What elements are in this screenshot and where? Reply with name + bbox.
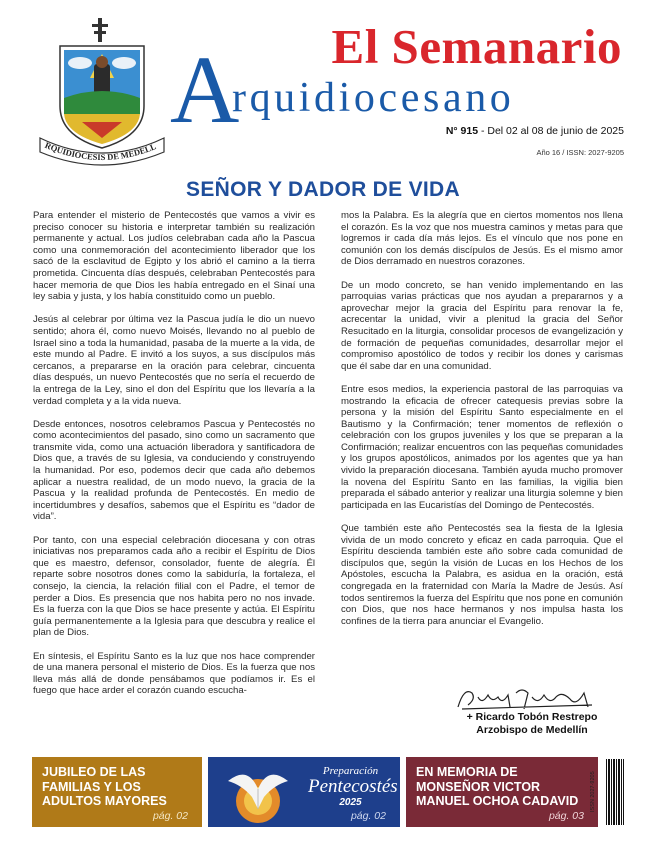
- paragraph: mos la Palabra. Es la alegría que en ciertos momentos nos llena el corazón. Es la voz que nos muestra caminos y metas para que logremos ir cada día más lejos. Es el vínculo que nos pone en comunión con los demás discípulos de Jesús. Es el mismo amor de Dios derramado en nuestros corazones.: [341, 210, 623, 268]
- paragraph: Desde entonces, nosotros celebramos Pascua y Pentecostés no como acontecimientos del pasado, sino como un sacramento que transmite vida, como una actuación liberadora y santificadora de Dios que, a través de su Iglesia, va conduciendo y construyendo la humanidad. Por eso, podemos decir que cada año debemos aplicar a nuestra realidad, de un modo nuevo, la gracia de la Pascua y la realidad profunda de Pentecostés. En medio de incertidumbres y desafíos, sabemos que el Espíritu es “dador de vida”.: [33, 418, 315, 523]
- teaser-memoria[interactable]: [406, 757, 598, 827]
- paragraph: En síntesis, el Espíritu Santo es la luz que nos hace comprender de una manera personal el misterio de Dios. Es la fuerza que nos lleva más allá de donde pensábamos que podíamos ir. Es el fuego que hace arder el corazón cuando escucha-: [33, 650, 315, 697]
- teaser-title: EN MEMORIA DE MONSEÑOR VICTOR MANUEL OCHOA CADAVID: [416, 765, 579, 808]
- pentecost-title-big: Pentecostés: [308, 776, 398, 797]
- pentecost-title: [308, 765, 398, 809]
- article-headline: SEÑOR Y DADOR DE VIDA: [186, 178, 460, 201]
- issn: Año 16 / ISSN: 2027-9205: [536, 148, 624, 157]
- article-column-1: [33, 210, 315, 697]
- teaser-page: pág. 02: [152, 810, 188, 822]
- dove-icon: [218, 761, 298, 823]
- teaser-jubileo[interactable]: [32, 757, 202, 827]
- signature-title: Arzobispo de Medellín: [476, 724, 588, 736]
- article-column-2: [341, 210, 623, 627]
- paragraph: Por tanto, con una especial celebración diocesana y con otras iniciativas nos preparamos cada año a recibir el Espíritu de Dios que es maestro, defensor, consolador, fuente de alegría. Él reparte sobre nosotros dones como la sabiduría, la fortaleza, el consejo, la ciencia, la relación filial con el Padre, el temor de perder a Dios. Es presencia que nos habita pero no nos invade. Es la fuerza con la que Dios se hace presente y actúa. El Espíritu guía permanentemente a la Iglesia para que descubra y realice el plan de Dios.: [33, 534, 315, 639]
- archdiocese-coat-of-arms: [32, 18, 172, 168]
- paragraph: Que también este año Pentecostés sea la fiesta de la Iglesia vivida de un modo concreto y eficaz en cada parroquia. Que el Espíritu descienda también este año sobre cada comunidad de discípulos que, según la visión de Lucas en los Hechos de los Apóstoles, escucha la Palabra, es asidua en la oración, está congregada en la fraternidad con María la Madre de Jesús. Así todos sentiremos la fuerza del Espíritu que nos pone en comunión con Dios, que nos hace hermanos y nos impulsa hasta los confines de la tierra para anunciar el Evangelio.: [341, 523, 623, 627]
- paragraph: De un modo concreto, se han venido implementando en las parroquias varias prácticas que nos ayudan a prepararnos y a aprovechar mejor la gracia del Espíritu para renovar la fe, acrecentar la unidad, vivir a plenitud la gracia del Señor Resucitado en la liturgia, consolidar procesos de evangelización y de formación de pequeñas comunidades, desarrollar mejor el compromiso apostólico de todos y recibir los dones y carismas que él sabe dar en una comunidad.: [341, 279, 623, 372]
- pentecost-year: 2025: [339, 797, 362, 808]
- paragraph: Entre esos medios, la experiencia pastoral de las parroquias va mostrando la eficacia de ofrecer catequesis previas sobre la persona y la misión del Espíritu Santo especialmente en el Bautismo y la Confirmación; tener momentos de reflexión o celebración con los grupos juveniles y los que se preparan a la Confirmación; realizar encuentros con las pequeñas comunidades y los grupos apostólicos, animados por los agentes que ya han vivido la preparación diocesana. También ayuda mucho promover la novena del Espíritu Santo en las familias, la vigilia bien preparada el sábado anterior y realizar una liturgia solemne y bien participada en las Eucaristías del Domingo de Pentecostés.: [341, 383, 623, 511]
- pentecost-title-small: Preparación: [322, 765, 379, 777]
- masthead-title-rest: rquidiocesano: [232, 75, 515, 121]
- teaser-pentecostes[interactable]: [208, 757, 400, 827]
- issue-number: N° 915: [445, 125, 479, 137]
- paragraph: Para entender el misterio de Pentecostés que vamos a vivir es preciso conocer su historia e interpretar también su realización permanente y actual. Los judíos celebraban cada año la Pascua como una conmemoración del acontecimiento liberador que los sacó de la esclavitud de Egipto y los abrió el camino a la tierra prometida. Cincuenta días después, celebraban Pentecostés para hacer memoria de que Dios les había entregado en el Sinaí una ley sabia y justa, y los había constituido como un pueblo.: [33, 210, 315, 303]
- paragraph: Jesús al celebrar por última vez la Pascua judía le dio un nuevo sentido; ahora él, como nuevo Moisés, llevando no al pueblo de Israel sino a toda la humanidad, pasaba de la muerte a la vida, de este mundo al Padre. E invitó a los suyos, a sus discípulos más cercanos, a prepararse en la oración para celebrar, cincuenta días después, un nuevo Pentecostés que no sería el recuerdo de la entrega de la Ley, sino el don del Espíritu que los llevaría a la verdad completa y a la vida nueva.: [33, 314, 315, 407]
- seal-text: RQUIDIÓCESIS DE MEDELL: [43, 139, 158, 163]
- teaser-title: JUBILEO DE LAS FAMILIAS Y LOS ADULTOS MAYORES: [42, 765, 167, 808]
- masthead-title-top: El Semanario: [331, 19, 622, 74]
- teaser-page: pág. 02: [350, 810, 386, 822]
- issue-dates: - Del 02 al 08 de junio de 2025: [478, 125, 624, 137]
- barcode-icon: [604, 757, 626, 827]
- issue-line: [446, 125, 624, 137]
- signature-name: + Ricardo Tobón Restrepo: [466, 711, 598, 723]
- barcode-text: ISSN 2027-9205: [590, 771, 596, 813]
- signature-block: [447, 711, 617, 737]
- teaser-page: pág. 03: [548, 810, 584, 822]
- masthead-initial: A: [170, 36, 240, 143]
- handwritten-signature: [452, 683, 602, 713]
